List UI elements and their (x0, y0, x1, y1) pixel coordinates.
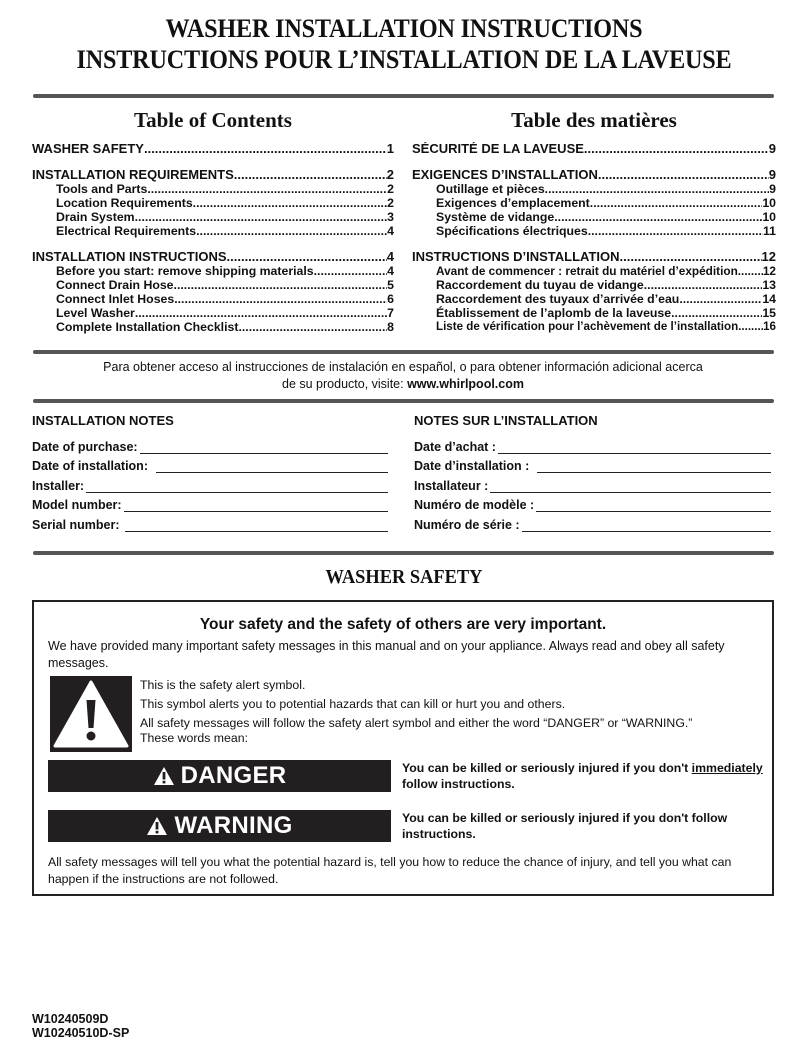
toc-entry[interactable]: WASHER SAFETY ..... 1 (32, 142, 394, 156)
note-field[interactable]: Date of purchase: (32, 434, 388, 454)
toc-subentry[interactable]: Electrical Requirements ..... 4 (32, 224, 394, 238)
note-field[interactable]: Date of installation: (32, 454, 388, 474)
divider-toc (33, 350, 774, 354)
toc-entry[interactable]: SÉCURITÉ DE LA LAVEUSE ..... 9 (412, 142, 776, 156)
toc-entry[interactable]: INSTRUCTIONS D’INSTALLATION ..... 12 (412, 250, 776, 264)
note-field[interactable]: Numéro de modèle : (414, 493, 771, 513)
toc-entry[interactable]: INSTALLATION REQUIREMENTS ..... 2 (32, 168, 394, 182)
toc-heading-english: Table of Contents (134, 108, 292, 132)
safety-alert-symbol (50, 676, 132, 752)
safety-box-title: Your safety and the safety of others are very important. (199, 616, 607, 633)
note-field[interactable]: Model number: (32, 493, 388, 513)
toc-subentry[interactable]: Liste de vérification pour l’achèvement de l’installation ..... 16 (412, 320, 776, 334)
alert-explanation: This is the safety alert symbol. This symbol alerts you to potential hazards that can kill or hurt you and others. All safety messages will follow the safety alert symbol and either the word “DANGER” or “WARNING.” These words mean: (140, 678, 693, 745)
toc-entry[interactable]: EXIGENCES D’INSTALLATION ..... 9 (412, 168, 776, 182)
warning-signal-word: WARNING (48, 810, 391, 842)
notes-heading: NOTES SUR L’INSTALLATION (414, 413, 598, 428)
toc-subentry[interactable]: Avant de commencer : retrait du matériel d’expédition ..... 12 (412, 264, 776, 278)
note-field[interactable]: Installateur : (414, 473, 771, 493)
note-field[interactable]: Installer: (32, 473, 388, 493)
installation-notes-french (414, 413, 771, 532)
toc-french (412, 142, 776, 334)
toc-subentry[interactable]: Tools and Parts ..... 2 (32, 182, 394, 196)
website-link[interactable]: www.whirlpool.com (407, 377, 524, 391)
danger-description: You can be killed or seriously injured if you don't immediately follow instructions. (402, 761, 763, 791)
toc-subentry[interactable]: Raccordement des tuyaux d’arrivée d’eau ..... 14 (412, 292, 776, 306)
note-field[interactable]: Date d’achat : (414, 434, 771, 454)
divider-safety (33, 551, 774, 555)
title-english: WASHER INSTALLATION INSTRUCTIONS (165, 14, 643, 43)
toc-subentry[interactable]: Établissement de l’aplomb de la laveuse ..... 15 (412, 306, 776, 320)
warning-description: You can be killed or seriously injured if you don't follow instructions. (402, 811, 728, 841)
toc-english (32, 142, 394, 334)
toc-subentry[interactable]: Level Washer ..... 7 (32, 306, 394, 320)
toc-subentry[interactable]: Location Requirements ..... 2 (32, 196, 394, 210)
notes-heading: INSTALLATION NOTES (32, 413, 174, 428)
toc-entry[interactable]: INSTALLATION INSTRUCTIONS ..... 4 (32, 250, 394, 264)
danger-alert-icon (153, 766, 175, 786)
document-numbers (32, 1012, 129, 1040)
safety-footer: All safety messages will tell you what the potential hazard is, tell you how to reduce the chance of injury, and tell you what can happen if the instructions are not followed. (48, 855, 732, 886)
toc-subentry[interactable]: Spécifications électriques ..... 11 (412, 224, 776, 238)
toc-subentry[interactable]: Drain System ..... 3 (32, 210, 394, 224)
toc-heading-french: Table des matières (511, 108, 677, 132)
note-field[interactable]: Date d’installation : (414, 454, 771, 474)
safety-box (32, 600, 774, 896)
doc-number-en: W10240509D (32, 1012, 109, 1026)
installation-notes-english (32, 413, 388, 532)
toc-subentry[interactable]: Connect Drain Hose ..... 5 (32, 278, 394, 292)
spanish-note: Para obtener acceso al instrucciones de instalación en español, o para obtener información adicional acerca de su producto, visite: www.whirlpool.com (103, 360, 703, 391)
divider-notes (33, 399, 774, 403)
toc-subentry[interactable]: Raccordement du tuyau de vidange ..... 13 (412, 278, 776, 292)
safety-heading: WASHER SAFETY (325, 566, 483, 588)
title-french: INSTRUCTIONS POUR L’INSTALLATION DE LA LAVEUSE (76, 45, 732, 74)
toc-subentry[interactable]: Before you start: remove shipping materials ..... 4 (32, 264, 394, 278)
toc-subentry[interactable]: Complete Installation Checklist ..... 8 (32, 320, 394, 334)
toc-subentry[interactable]: Connect Inlet Hoses ..... 6 (32, 292, 394, 306)
divider-top (33, 94, 774, 98)
safety-intro: We have provided many important safety messages in this manual and on your appliance. Always read and obey all safety messages. (48, 639, 725, 670)
toc-subentry[interactable]: Outillage et pièces ..... 9 (412, 182, 776, 196)
toc-subentry[interactable]: Système de vidange ..... 10 (412, 210, 776, 224)
warning-alert-icon (146, 816, 168, 836)
warning-triangle-icon (50, 676, 132, 752)
note-field[interactable]: Numéro de série : (414, 512, 771, 532)
note-field[interactable]: Serial number: (32, 512, 388, 532)
danger-signal-word: DANGER (48, 760, 391, 792)
toc-subentry[interactable]: Exigences d’emplacement ..... 10 (412, 196, 776, 210)
doc-number-sp: W10240510D-SP (32, 1026, 130, 1040)
